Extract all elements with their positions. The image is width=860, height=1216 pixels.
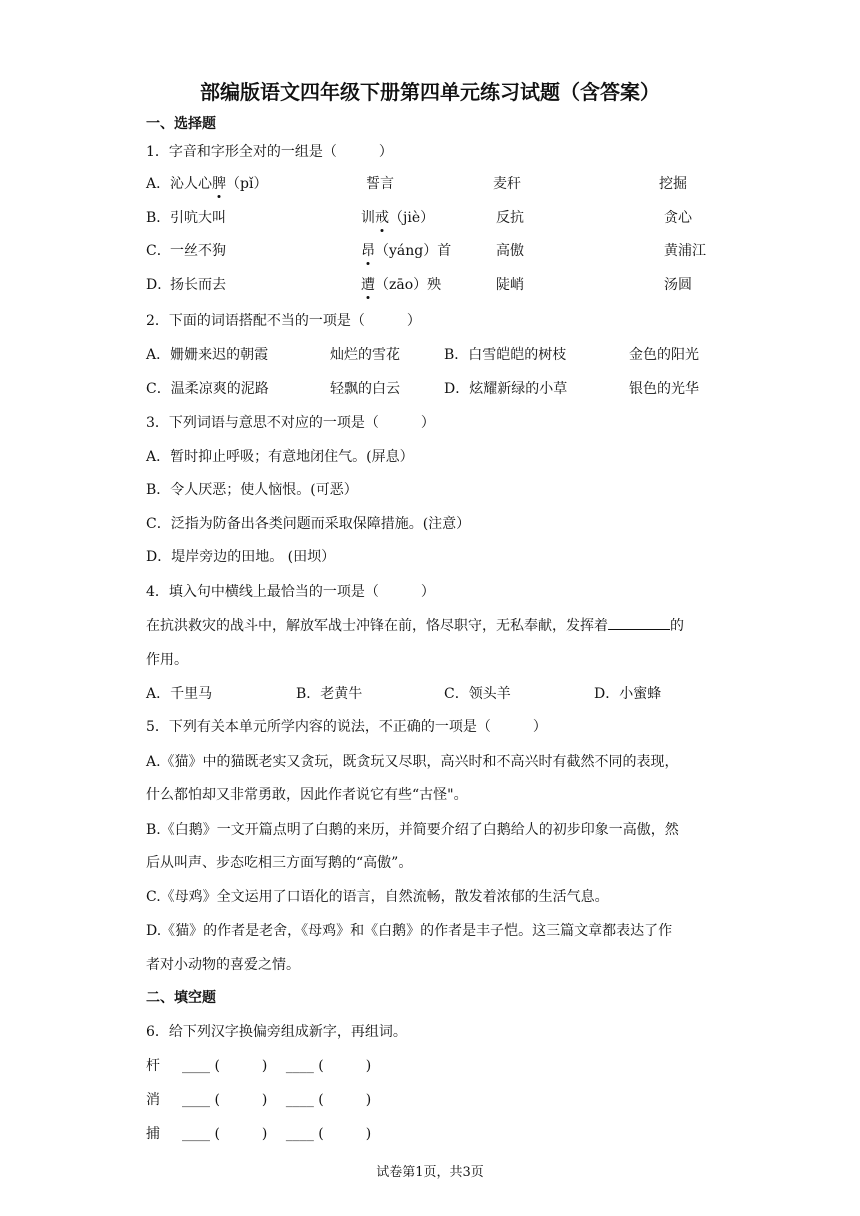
q1-option-d-word4: 汤圆 [664, 277, 692, 293]
q5-option-d-line2: 者对小动物的喜爱之情。 [146, 957, 300, 973]
q4-option-a: A．千里马 [146, 686, 213, 702]
q1-option-a-word1: 沁人心脾（pǐ） [170, 173, 267, 193]
q3-option-a: A．暂时抑止呼吸；有意地闭住气。(屏息） [146, 449, 414, 465]
section-heading-fill: 二、填空题 [146, 990, 216, 1006]
q5-option-a-line1: A.《猫》中的猫既老实又贪玩，既贪玩又尽职，高兴时和不高兴时有截然不同的表现， [146, 754, 679, 770]
q1-option-b-label: B． [146, 210, 171, 226]
q1-option-a-word2: 誓言 [366, 176, 394, 192]
page-footer: 试卷第1页，共3页 [376, 1165, 484, 1180]
page-title: 部编版语文四年级下册第四单元练习试题（含答案） [200, 80, 660, 104]
q1-option-a-word3: 麦秆 [493, 176, 521, 192]
q6-row-blanks: ____ ( ) ____ ( ) [182, 1058, 372, 1074]
question-5-stem: 5．下列有关本单元所学内容的说法，不正确的一项是（ ） [146, 719, 547, 735]
q5-option-d-line1: D.《猫》的作者是老舍，《母鸡》和《白鹅》的作者是丰子恺。这三篇文章都表达了作 [146, 923, 673, 939]
q2-option-d: D．炫耀新绿的小草 [444, 381, 568, 397]
q1-option-b-word4: 贪心 [664, 210, 692, 226]
q2-option-c: C．温柔凉爽的泥路 [146, 381, 269, 397]
q3-option-b: B．令人厌恶；使人恼恨。(可恶） [146, 482, 358, 498]
section-heading-choice: 一、选择题 [146, 116, 216, 132]
q4-sentence: 在抗洪救灾的战斗中，解放军战士冲锋在前，恪尽职守，无私奉献，发挥着 的 [146, 615, 684, 635]
q6-row-char: 杆 [146, 1058, 160, 1074]
q6-row-char: 捕 [146, 1126, 160, 1142]
q1-option-b-word1: 引吭大叫 [170, 210, 226, 226]
q1-option-b-word3: 反抗 [496, 210, 524, 226]
q2-option-a-extra: 灿烂的雪花 [330, 347, 400, 363]
q5-option-c: C.《母鸡》全文运用了口语化的语言，自然流畅，散发着浓郁的生活气息。 [146, 889, 609, 905]
q1-option-a-word4: 挖掘 [659, 176, 687, 192]
q4-sentence-end: 作用。 [146, 652, 188, 668]
q2-option-c-extra: 轻飘的白云 [330, 381, 400, 397]
question-1-stem: 1．字音和字形全对的一组是（ ） [146, 144, 393, 160]
q6-row-blanks: ____ ( ) ____ ( ) [182, 1092, 372, 1108]
question-6-stem: 6．给下列汉字换偏旁组成新字，再组词。 [146, 1024, 407, 1040]
question-2-stem: 2．下面的词语搭配不当的一项是（ ） [146, 313, 421, 329]
q3-option-d: D．堤岸旁边的田地。 (田坝） [146, 549, 336, 565]
q1-option-d-label: D． [146, 277, 172, 293]
q1-option-d-word3: 陡峭 [496, 277, 524, 293]
q6-row-blanks: ____ ( ) ____ ( ) [182, 1126, 372, 1142]
q1-option-a-label: A． [146, 176, 171, 192]
q1-option-b-word2: 训戒（jiè） [361, 207, 434, 227]
q4-answer-blank [608, 615, 670, 630]
q2-option-d-extra: 银色的光华 [629, 381, 699, 397]
q1-option-c-label: C． [146, 243, 171, 259]
q5-option-a-line2: 什么都怕却又非常勇敢，因此作者说它有些“古怪"。 [146, 787, 468, 803]
q1-option-c-word3: 高傲 [496, 243, 524, 259]
q2-option-b-extra: 金色的阳光 [629, 347, 699, 363]
q2-option-b: B．白雪皑皑的树枝 [444, 347, 567, 363]
q1-option-d-word2: 遭（zāo）殃 [361, 274, 441, 294]
q4-option-c: C．领头羊 [444, 686, 511, 702]
q1-option-d-word1: 扬长而去 [170, 277, 226, 293]
q3-option-c: C．泛指为防备出各类问题而采取保障措施。(注意） [146, 516, 471, 532]
q1-option-c-word1: 一丝不狗 [170, 243, 226, 259]
q5-option-b-line1: B.《白鹅》一文开篇点明了白鹅的来历，并简要介绍了白鹅给人的初步印象一高傲，然 [146, 822, 679, 838]
q4-option-b: B．老黄牛 [296, 686, 363, 702]
question-4-stem: 4．填入句中横线上最恰当的一项是（ ） [146, 584, 435, 600]
q6-row-char: 消 [146, 1092, 160, 1108]
q5-option-b-line2: 后从叫声、步态吃相三方面写鹅的“高傲”。 [146, 855, 413, 871]
q4-option-d: D．小蜜蜂 [594, 686, 662, 702]
q2-option-a: A．姗姗来迟的朝霞 [146, 347, 269, 363]
q1-option-c-word2: 昂（yáng）首 [361, 240, 451, 260]
q1-option-c-word4: 黄浦江 [664, 243, 706, 259]
question-3-stem: 3．下列词语与意思不对应的一项是（ ） [146, 415, 435, 431]
